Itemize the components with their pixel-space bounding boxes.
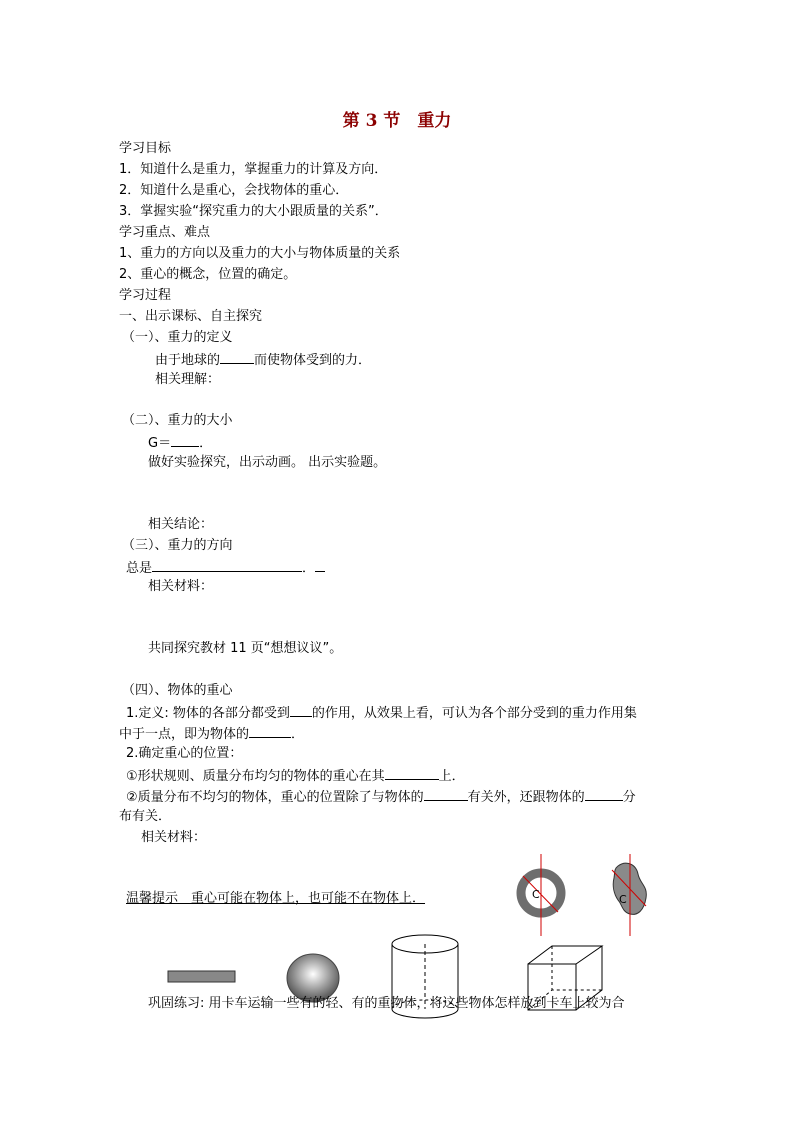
cog-def-blank-2 — [249, 724, 291, 738]
related-conclusion: 相关结论： — [148, 517, 214, 532]
plate-center-label: C — [619, 893, 627, 906]
part-one-heading: 一、出示课标、自主探究 — [119, 309, 263, 324]
cog-def-text-b: 的作用，从效果上看，可认为各个部分受到的重力作用集 — [311, 706, 637, 721]
cog-def-text-c: 中于一点，即为物体的 — [119, 727, 250, 742]
rule1-blank — [385, 766, 439, 780]
warm-tip: 温馨提示 重心可能在物体上，也可能不在物体上． — [126, 891, 426, 906]
related-understanding: 相关理解： — [155, 372, 221, 387]
locate-cog-heading: 2.确定重心的位置： — [126, 746, 243, 761]
section-center-of-gravity: （四）、物体的重心 — [122, 683, 233, 698]
direction-blank — [152, 558, 302, 572]
objective-item: 2．知道什么是重心，会找物体的重心． — [119, 183, 349, 198]
direction-end: ． — [302, 561, 316, 576]
rule-irregular-line2: 布有关． — [119, 809, 172, 824]
gravity-formula — [148, 433, 212, 453]
section-gravity-magnitude: （二）、重力的大小 — [122, 413, 233, 428]
definition-text-a: 由于地球的 — [155, 353, 221, 368]
formula-blank — [171, 433, 199, 447]
rule2-text-b: 有关外，还跟物体的 — [467, 790, 585, 805]
rule2-blank-1 — [424, 787, 468, 801]
cog-definition-line1 — [126, 703, 637, 723]
ring-figure — [510, 852, 574, 938]
direction-text: 总是 — [126, 561, 153, 576]
formula-end: ． — [199, 436, 213, 451]
bar-shape — [168, 971, 235, 982]
definition-sentence — [155, 350, 371, 370]
formula-text: G＝ — [148, 436, 172, 451]
rule2-text-a: ②质量分布不均匀的物体，重心的位置除了与物体的 — [126, 790, 424, 805]
rule-regular-shape — [126, 766, 465, 786]
section-gravity-direction: （三）、重力的方向 — [122, 538, 233, 553]
process-heading: 学习过程 — [119, 288, 172, 303]
cog-def-text-d: ． — [291, 727, 305, 742]
key-point-item: 2、重心的概念，位置的确定。 — [119, 267, 297, 282]
irregular-plate-figure — [608, 852, 656, 938]
cog-definition-line2 — [119, 724, 304, 744]
section-gravity-definition: （一）、重力的定义 — [122, 330, 233, 345]
discussion-note: 共同探究教材 11 页“想想议议”。 — [148, 641, 343, 656]
exercise-text: 巩固练习: 用卡车运输一些有的轻、有的重物体，将这些物体怎样放到卡车上较为合 — [148, 996, 625, 1011]
bar-figure — [167, 970, 237, 984]
cog-def-text-a: 1.定义: 物体的各部分都受到 — [126, 706, 290, 721]
rule-irregular-line1 — [126, 787, 636, 807]
objective-item: 3．掌握实验“探究重力的大小跟质量的关系”． — [119, 204, 388, 219]
page-title: 第 3 节 重力 — [342, 111, 452, 131]
key-point-item: 1、重力的方向以及重力的大小与物体质量的关系 — [119, 246, 401, 261]
experiment-note: 做好实验探究，出示动画。 出示实验题。 — [148, 455, 387, 470]
direction-sentence — [126, 558, 325, 578]
definition-text-b: 而使物体受到的力． — [254, 353, 372, 368]
related-material-2: 相关材料： — [141, 830, 207, 845]
rule2-blank-2 — [585, 787, 623, 801]
rule2-text-c: 分 — [622, 790, 636, 805]
rule1-text-b: 上． — [438, 769, 465, 784]
related-material: 相关材料： — [148, 579, 214, 594]
ring-center-label: C — [532, 888, 540, 901]
cog-def-blank — [290, 703, 312, 717]
rule1-text-a: ①形状规则、质量分布均匀的物体的重心在其 — [126, 769, 385, 784]
objective-item: 1．知道什么是重力，掌握重力的计算及方向． — [119, 162, 388, 177]
definition-blank — [220, 350, 254, 364]
key-points-heading: 学习重点、难点 — [119, 225, 211, 240]
objectives-heading: 学习目标 — [119, 141, 172, 156]
